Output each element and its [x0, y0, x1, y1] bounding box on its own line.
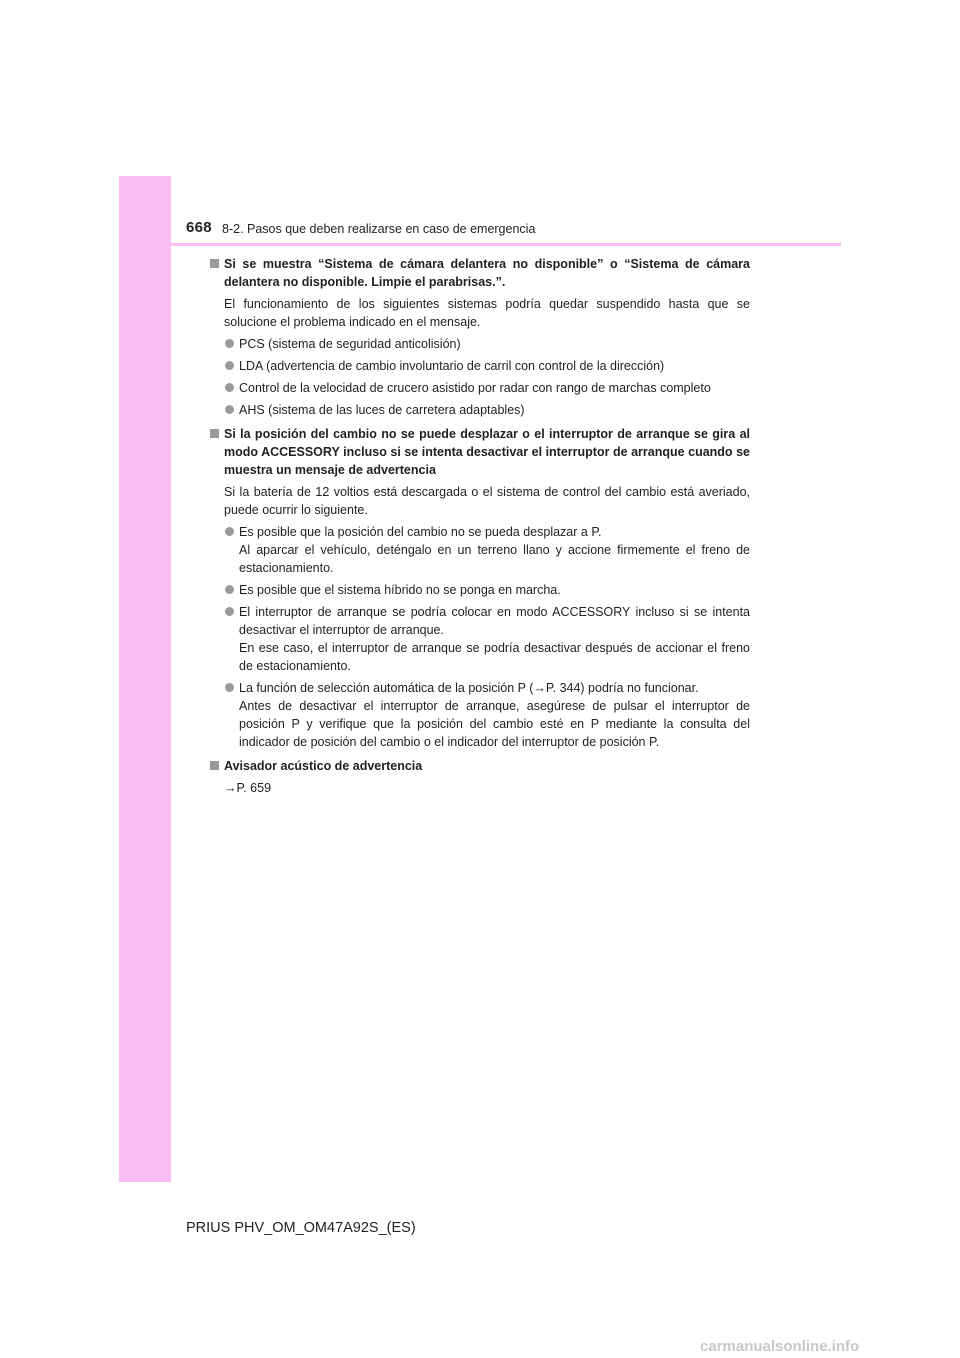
circle-bullet-icon: [225, 339, 234, 348]
watermark: carmanualsonline.info: [700, 1338, 860, 1355]
list-item: PCS (sistema de seguridad anticolisión): [208, 335, 750, 353]
page-content: [208, 255, 750, 803]
section-shift-position: [208, 425, 750, 751]
circle-bullet-icon: [225, 527, 234, 536]
page-reference[interactable]: →P. 659: [224, 781, 272, 795]
section-intro: Si la batería de 12 voltios está descargada o el sistema de control del cambio está averiado, puede ocurrir lo siguiente.: [224, 485, 750, 517]
square-bullet-icon: [210, 259, 219, 268]
section-title: 8-2. Pasos que deben realizarse en caso de emergencia: [222, 222, 536, 236]
section-heading: Avisador acústico de advertencia: [208, 757, 750, 775]
section-heading: Si se muestra “Sistema de cámara delantera no disponible” o “Sistema de cámara delantera no disponible. Limpie el parabrisas.”.: [208, 255, 750, 291]
section-camera-unavailable: [208, 255, 750, 419]
section-intro: El funcionamiento de los siguientes sistemas podría quedar suspendido hasta que se solucione el problema indicado en el mensaje.: [224, 297, 750, 329]
page-number: 668: [186, 219, 212, 236]
circle-bullet-icon: [225, 405, 234, 414]
list-item: Es posible que el sistema híbrido no se ponga en marcha.: [208, 581, 750, 599]
list-item: AHS (sistema de las luces de carretera adaptables): [208, 401, 750, 419]
list-item: LDA (advertencia de cambio involuntario de carril con control de la dirección): [208, 357, 750, 375]
square-bullet-icon: [210, 429, 219, 438]
list-item: La función de selección automática de la posición P (→P. 344) podría no funcionar. Antes de desactivar el interruptor de arranque, asegúrese de pulsar el interruptor de posición P y verifique que la posición del cambio esté en P mediante la consulta del indicador de posición del cambio o el indicador del interruptor de posición P.: [208, 679, 750, 751]
circle-bullet-icon: [225, 361, 234, 370]
list-item: El interruptor de arranque se podría colocar en modo ACCESSORY incluso si se intenta desactivar el interruptor de arranque. En ese caso, el interruptor de arranque se podría desactivar después de accionar el freno de estacionamiento.: [208, 603, 750, 675]
square-bullet-icon: [210, 761, 219, 770]
list-item: Es posible que la posición del cambio no se pueda desplazar a P. Al aparcar el vehículo, deténgalo en un terreno llano y accione firmemente el freno de estacionamiento.: [208, 523, 750, 577]
circle-bullet-icon: [225, 607, 234, 616]
document-id: PRIUS PHV_OM_OM47A92S_(ES): [186, 1220, 416, 1236]
section-heading: Si la posición del cambio no se puede desplazar o el interruptor de arranque se gira al modo ACCESSORY incluso si se intenta desactivar el interruptor de arranque cuando se muestra un mensaje de advertencia: [208, 425, 750, 479]
circle-bullet-icon: [225, 585, 234, 594]
list-item: Control de la velocidad de crucero asistido por radar con rango de marchas completo: [208, 379, 750, 397]
circle-bullet-icon: [225, 383, 234, 392]
circle-bullet-icon: [225, 683, 234, 692]
pink-sidebar-tab: [119, 176, 171, 1182]
header-rule: [119, 243, 841, 246]
section-warning-buzzer: [208, 757, 750, 797]
